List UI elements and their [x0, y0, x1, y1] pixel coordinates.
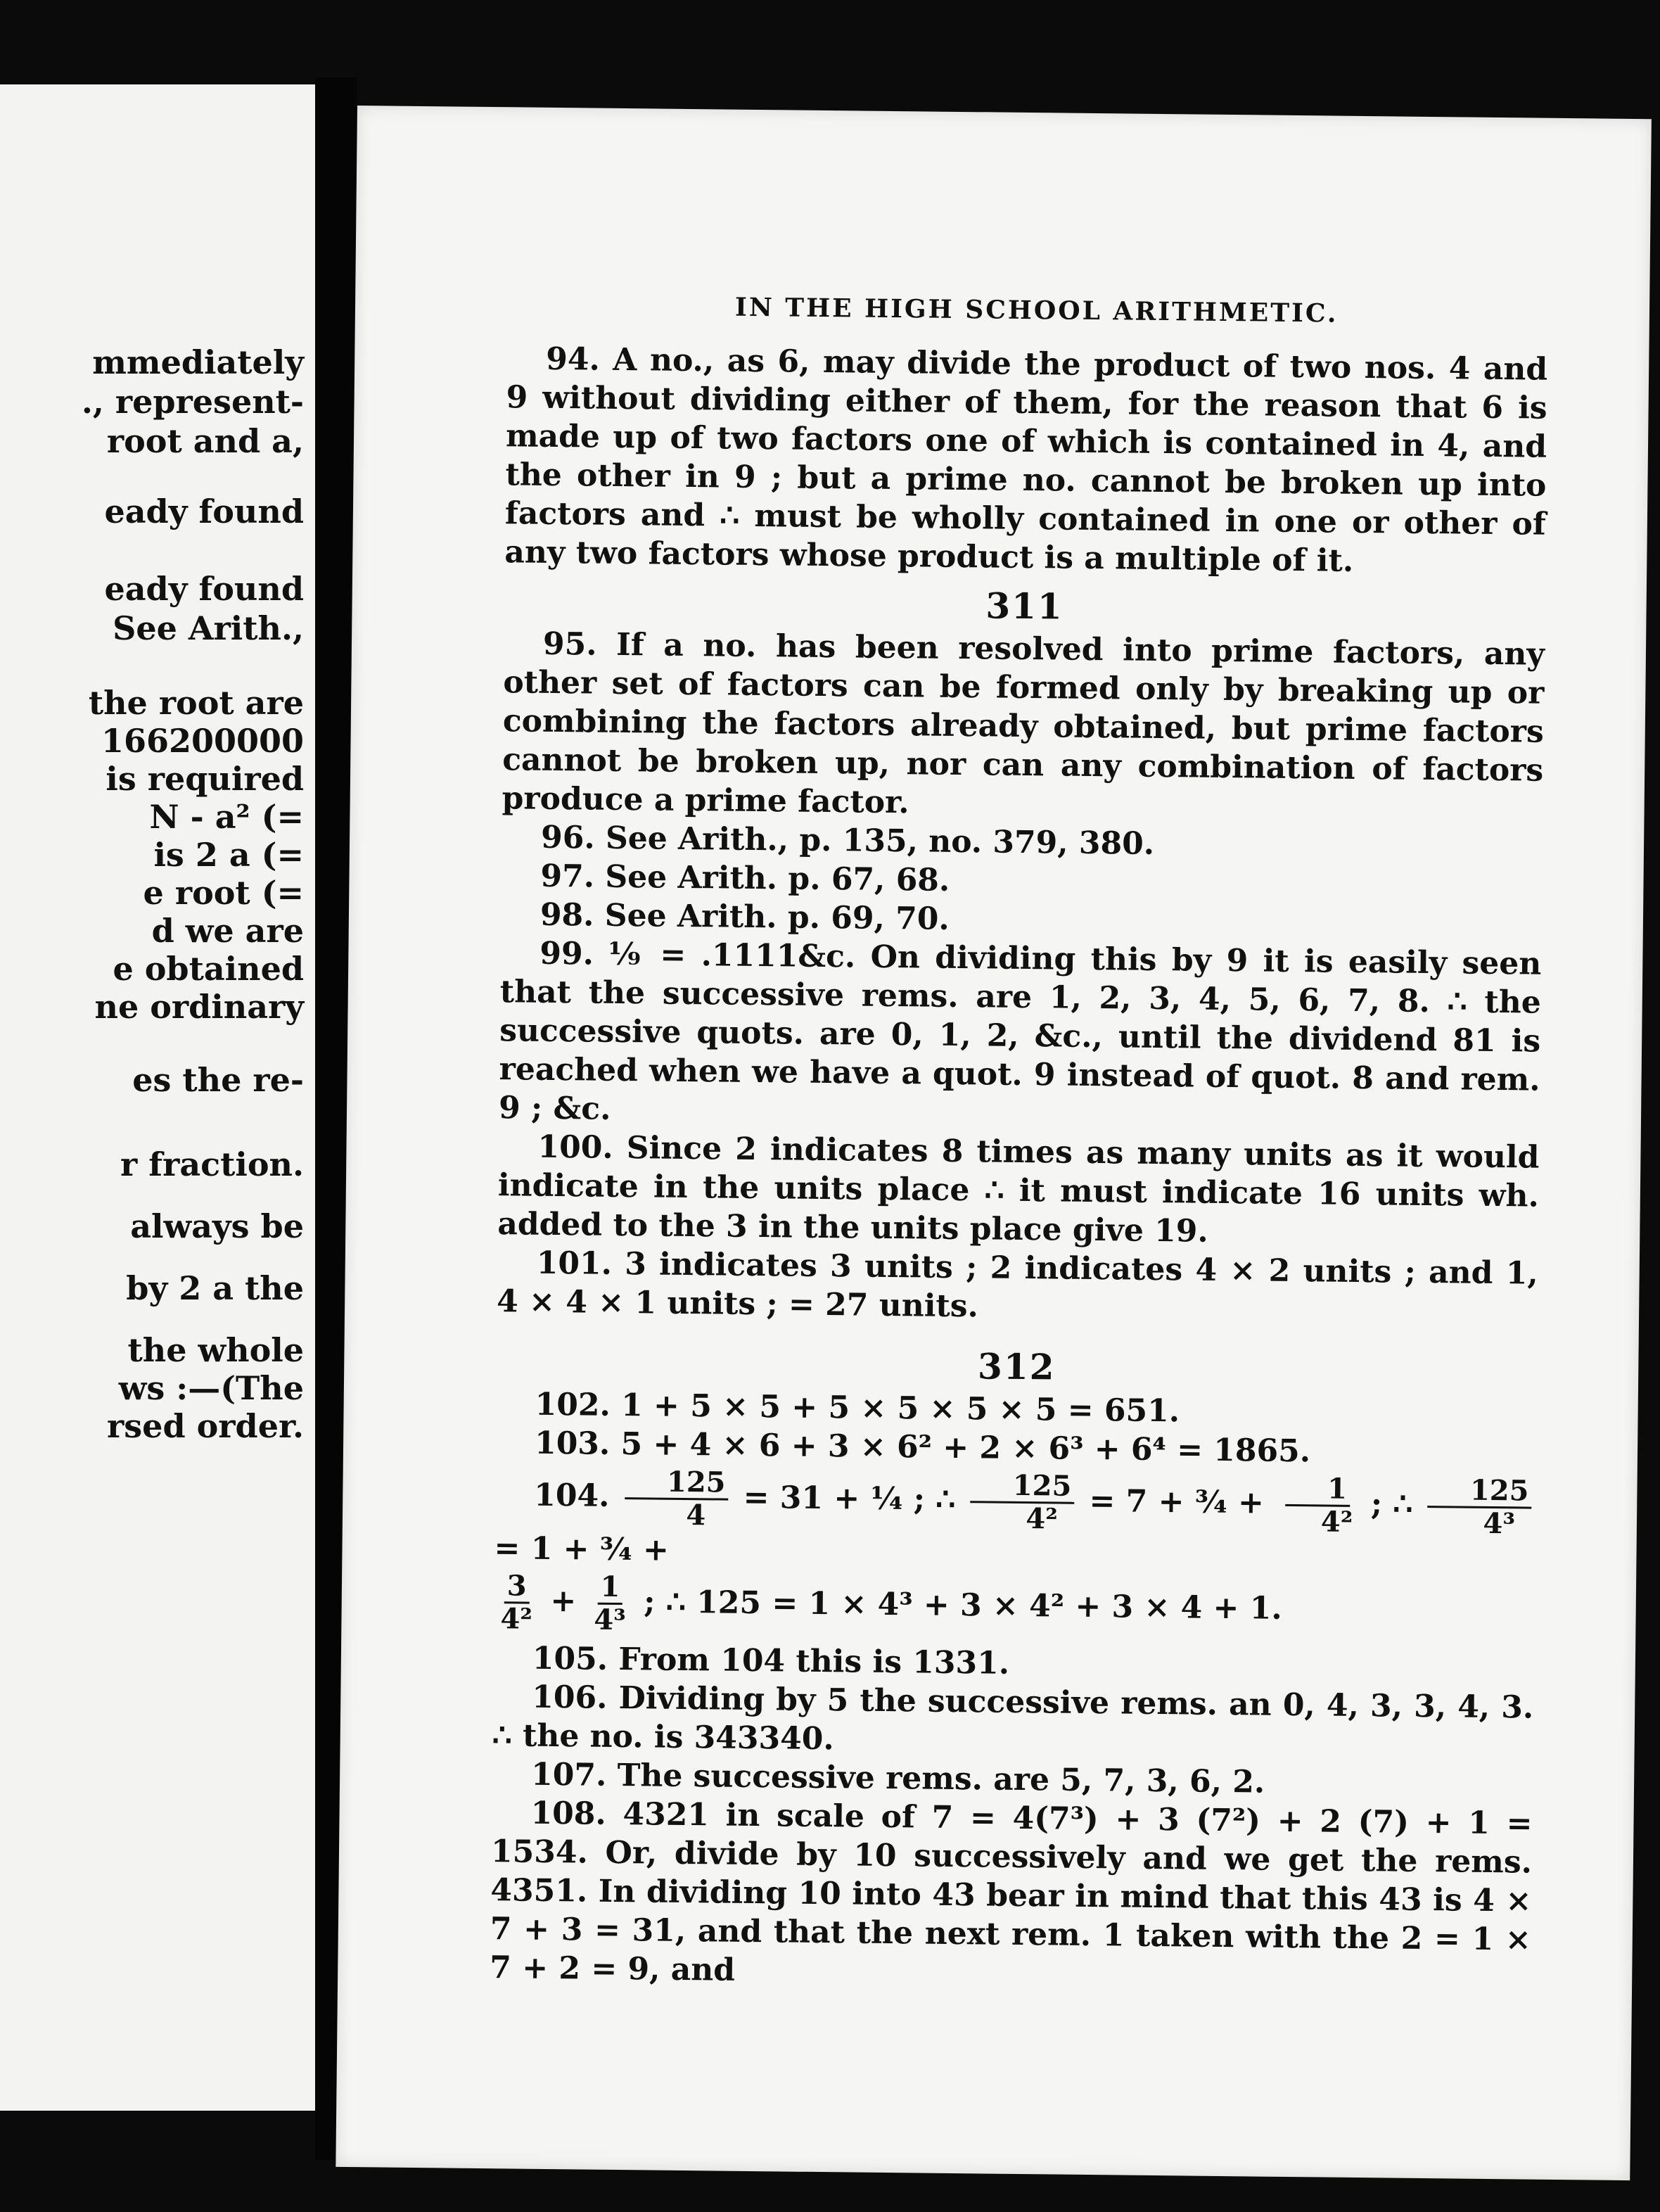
denominator: 4²: [1320, 1505, 1353, 1539]
right-page: [336, 106, 1652, 2180]
left-line: always be: [130, 1207, 304, 1245]
left-line: eady found: [104, 492, 304, 530]
paragraph-104: [494, 1465, 1536, 1578]
left-line: See Arith.,: [113, 609, 304, 647]
page-body: [490, 339, 1547, 1997]
paragraph-95: 95. If a no. has been resolved into prime factors, any other set of factors can be formed only by breaking up or combining the factors already obtained, but prime factors cannot be broken up, nor can any combination of factors produce a prime factor.: [502, 625, 1545, 821]
numerator: 1: [597, 1572, 622, 1605]
math-text: = 31 + ¼ ; ∴: [743, 1479, 956, 1518]
math-text: ; ∴: [1370, 1486, 1413, 1523]
left-line: 166200000: [101, 722, 304, 760]
left-line: is required: [106, 760, 304, 798]
math-text: ; ∴ 125 = 1 × 4³ + 3 × 4² + 3 × 4 + 1.: [644, 1584, 1282, 1627]
left-page: [0, 84, 315, 2111]
paragraph-98: 98. See Arith. p. 69, 70.: [540, 896, 950, 937]
paragraph-107: 107. The successive rems. are 5, 7, 3, 6, 2.: [530, 1756, 1265, 1800]
math-text: +: [550, 1582, 577, 1620]
left-line: the whole: [127, 1331, 304, 1369]
left-line: by 2 a the: [126, 1269, 304, 1307]
math-text: = 7 + ¾ +: [1089, 1483, 1265, 1521]
left-line: r fraction.: [120, 1145, 304, 1183]
left-line: ., represent-: [81, 383, 304, 421]
denominator: 4³: [1483, 1506, 1516, 1541]
left-line: the root are: [88, 684, 304, 722]
fraction: [591, 1572, 629, 1636]
left-line: root and a,: [106, 422, 304, 460]
numerator: 3: [504, 1570, 529, 1603]
paragraph-102: 102. 1 + 5 × 5 + 5 × 5 × 5 × 5 = 651.: [535, 1386, 1180, 1430]
paragraph-105: 105. From 104 this is 1331.: [532, 1640, 1010, 1682]
left-line: rsed order.: [107, 1407, 304, 1445]
paragraph-94: 94. A no., as 6, may divide the product of two nos. 4 and 9 without dividing either of them, for the reason that 6 is made up of two factors one of which is contained in 4, and the other in 9 ; but a prime no. cannot be broken up into factors and ∴ must be wholly contained in one or other of any two factors whose product is a multiple of it.: [504, 341, 1548, 579]
fraction: [1427, 1475, 1531, 1540]
paragraph-108: 108. 4321 in scale of 7 = 4(7³) + 3 (7²) + 2 (7) + 1 = 1534. Or, divide by 10 successively and we get the rems. 4351. In dividing 10 into 43 bear in mind that this 43 is 4 × 7 + 3 = 31, and that the next rem. 1 taken with the 2 = 1 × 7 + 2 = 9, and: [490, 1795, 1533, 1988]
fraction: [624, 1466, 728, 1532]
math-text: = 1 + ¾ +: [494, 1530, 670, 1568]
left-line: mmediately: [92, 343, 304, 381]
item-number: 104.: [534, 1477, 610, 1514]
paragraph-104-continued: [493, 1570, 1535, 1645]
left-line: e obtained: [113, 950, 304, 988]
left-line: ne ordinary: [94, 988, 304, 1026]
left-line: N - a² (=: [149, 798, 304, 836]
numerator: 125: [1428, 1475, 1532, 1509]
paragraph-96: 96. See Arith., p. 135, no. 379, 380.: [540, 819, 1155, 862]
section-heading-312: 312: [977, 1345, 1056, 1388]
left-line: e root (=: [143, 874, 304, 912]
fraction: [970, 1470, 1074, 1535]
paragraph-100: 100. Since 2 indicates 8 times as many units as it would indicate in the units place ∴ it must indicate 16 units wh. added to the 3 in the units place give 19.: [497, 1129, 1540, 1250]
numerator: 1: [1285, 1473, 1350, 1507]
denominator: 4: [686, 1499, 706, 1532]
denominator: 4³: [594, 1603, 626, 1637]
denominator: 4²: [1026, 1502, 1059, 1536]
numerator: 125: [971, 1470, 1075, 1504]
paragraph-106: 106. Dividing by 5 the successive rems. an 0, 4, 3, 3, 4, 3. ∴ the no. is 343340.: [492, 1679, 1534, 1757]
paragraph-97: 97. See Arith. p. 67, 68.: [540, 858, 950, 898]
paragraph-103: 103. 5 + 4 × 6 + 3 × 6² + 2 × 6³ + 6⁴ = 1865.: [534, 1425, 1311, 1470]
left-line: is 2 a (=: [153, 836, 304, 874]
running-head: IN THE HIGH SCHOOL ARITHMETIC.: [734, 292, 1339, 329]
paragraph-99: 99. ⅑ = .1111&c. On dividing this by 9 it is easily seen that the successive rems. are 1, 2, 3, 4, 5, 6, 7, 8. ∴ the successive quots. are 0, 1, 2, &c., until the dividend 81 is reached when we have a quot. 9 instead of quot. 8 and rem. 9 ; &c.: [498, 935, 1542, 1127]
fraction: [497, 1570, 535, 1635]
fraction: [1279, 1473, 1356, 1538]
denominator: 4²: [500, 1602, 533, 1636]
section-heading-311: 311: [985, 585, 1064, 628]
left-line: es the re-: [132, 1061, 304, 1099]
left-line: d we are: [151, 912, 304, 950]
numerator: 125: [625, 1466, 729, 1501]
paragraph-101: 101. 3 indicates 3 units ; 2 indicates 4 × 2 units ; and 1, 4 × 4 × 1 units ; = 27 units.: [496, 1245, 1538, 1325]
left-line: ws :—(The: [118, 1369, 304, 1407]
left-line: eady found: [104, 570, 304, 608]
